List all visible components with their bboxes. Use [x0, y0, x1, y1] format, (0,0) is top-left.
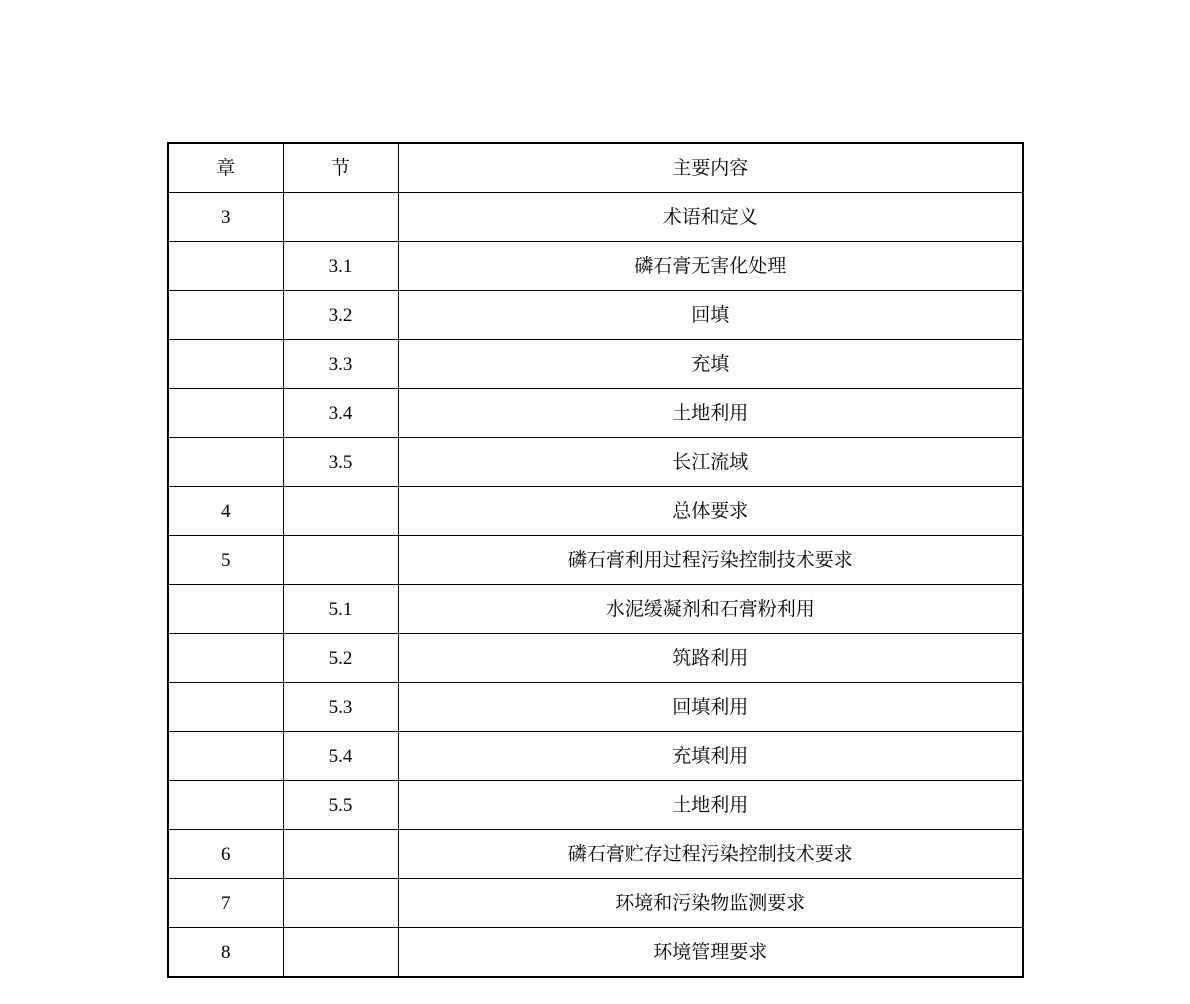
cell-section: 3.1: [283, 242, 398, 291]
header-chapter: 章: [168, 143, 283, 193]
cell-content: 长江流域: [398, 438, 1023, 487]
cell-content: 磷石膏贮存过程污染控制技术要求: [398, 830, 1023, 879]
table-row: [168, 438, 1023, 487]
header-content: 主要内容: [398, 143, 1023, 193]
cell-section: [283, 879, 398, 928]
cell-chapter: [168, 634, 283, 683]
cell-chapter: 7: [168, 879, 283, 928]
cell-content: 环境和污染物监测要求: [398, 879, 1023, 928]
header-row: [168, 143, 1023, 193]
cell-chapter: [168, 438, 283, 487]
cell-content: 土地利用: [398, 781, 1023, 830]
cell-content: 充填利用: [398, 732, 1023, 781]
table-row: [168, 634, 1023, 683]
cell-section: [283, 536, 398, 585]
cell-chapter: [168, 242, 283, 291]
cell-section: [283, 928, 398, 978]
cell-chapter: [168, 340, 283, 389]
cell-chapter: [168, 585, 283, 634]
cell-chapter: [168, 781, 283, 830]
cell-chapter: [168, 291, 283, 340]
header-section: 节: [283, 143, 398, 193]
table-row: [168, 585, 1023, 634]
table-row: [168, 732, 1023, 781]
cell-chapter: 6: [168, 830, 283, 879]
cell-chapter: [168, 389, 283, 438]
contents-table: [167, 142, 1024, 978]
cell-content: 回填利用: [398, 683, 1023, 732]
table-row: [168, 536, 1023, 585]
cell-chapter: 3: [168, 193, 283, 242]
cell-content: 充填: [398, 340, 1023, 389]
cell-section: 3.3: [283, 340, 398, 389]
cell-content: 磷石膏利用过程污染控制技术要求: [398, 536, 1023, 585]
table-row: [168, 928, 1023, 978]
table-row: [168, 389, 1023, 438]
cell-chapter: [168, 732, 283, 781]
table-row: [168, 291, 1023, 340]
cell-chapter: 8: [168, 928, 283, 978]
table-row: [168, 487, 1023, 536]
cell-content: 术语和定义: [398, 193, 1023, 242]
cell-content: 回填: [398, 291, 1023, 340]
cell-section: [283, 193, 398, 242]
table-row: [168, 781, 1023, 830]
cell-content: 土地利用: [398, 389, 1023, 438]
cell-section: 5.1: [283, 585, 398, 634]
table-row: [168, 879, 1023, 928]
cell-section: 3.2: [283, 291, 398, 340]
cell-section: 5.4: [283, 732, 398, 781]
cell-chapter: 4: [168, 487, 283, 536]
cell-content: 磷石膏无害化处理: [398, 242, 1023, 291]
cell-section: 3.5: [283, 438, 398, 487]
cell-chapter: 5: [168, 536, 283, 585]
cell-content: 环境管理要求: [398, 928, 1023, 978]
table-row: [168, 830, 1023, 879]
cell-section: [283, 487, 398, 536]
table-row: [168, 193, 1023, 242]
cell-section: 3.4: [283, 389, 398, 438]
table-row: [168, 683, 1023, 732]
cell-section: [283, 830, 398, 879]
table-row: [168, 242, 1023, 291]
cell-content: 筑路利用: [398, 634, 1023, 683]
cell-section: 5.3: [283, 683, 398, 732]
cell-chapter: [168, 683, 283, 732]
cell-section: 5.2: [283, 634, 398, 683]
cell-content: 总体要求: [398, 487, 1023, 536]
cell-content: 水泥缓凝剂和石膏粉利用: [398, 585, 1023, 634]
table-row: [168, 340, 1023, 389]
cell-section: 5.5: [283, 781, 398, 830]
